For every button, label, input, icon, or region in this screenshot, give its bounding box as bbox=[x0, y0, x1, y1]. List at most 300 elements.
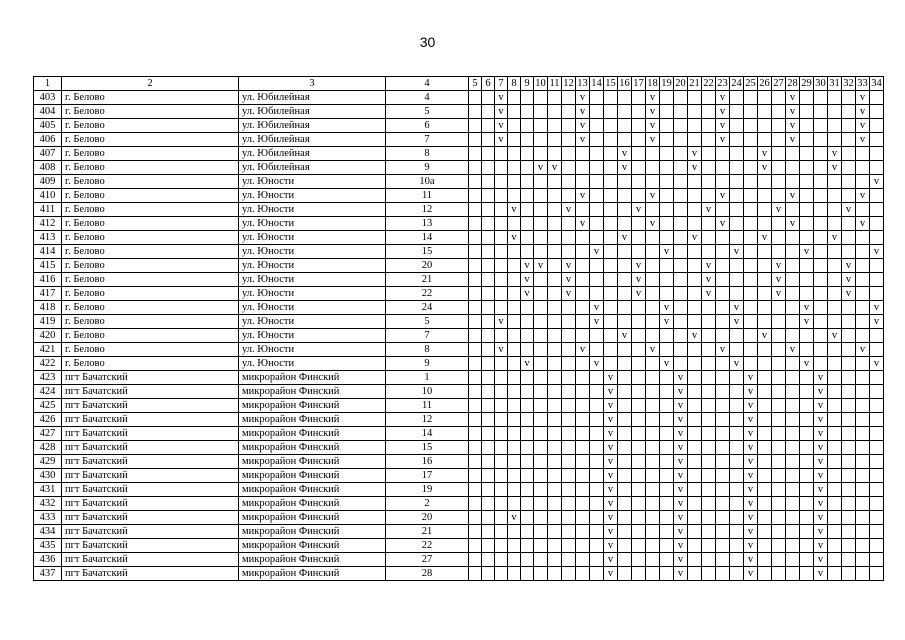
empty-day-cell bbox=[618, 385, 632, 399]
empty-day-cell bbox=[495, 455, 508, 469]
empty-day-cell bbox=[730, 371, 744, 385]
empty-day-cell bbox=[744, 357, 758, 371]
empty-day-cell bbox=[660, 203, 674, 217]
empty-day-cell bbox=[786, 413, 800, 427]
empty-day-cell bbox=[604, 91, 618, 105]
empty-day-cell bbox=[469, 203, 482, 217]
schedule-mark-cell: v bbox=[618, 147, 632, 161]
row-number: 427 bbox=[34, 427, 62, 441]
empty-day-cell bbox=[604, 273, 618, 287]
locality-cell: пгт Бачатский bbox=[62, 511, 239, 525]
empty-day-cell bbox=[730, 175, 744, 189]
empty-day-cell bbox=[660, 133, 674, 147]
empty-day-cell bbox=[521, 91, 534, 105]
empty-day-cell bbox=[618, 189, 632, 203]
column-header-34: 34 bbox=[871, 78, 882, 89]
house-number-cell: 9 bbox=[386, 161, 469, 175]
schedule-mark-cell: v bbox=[716, 217, 730, 231]
empty-day-cell bbox=[772, 301, 786, 315]
empty-day-cell bbox=[534, 91, 548, 105]
empty-day-cell bbox=[870, 161, 884, 175]
empty-day-cell bbox=[646, 273, 660, 287]
schedule-mark-cell: v bbox=[688, 231, 702, 245]
empty-day-cell bbox=[842, 553, 856, 567]
empty-day-cell bbox=[632, 231, 646, 245]
empty-day-cell bbox=[870, 399, 884, 413]
table-row bbox=[34, 231, 884, 245]
street-cell: микрорайон Финский bbox=[239, 469, 386, 483]
empty-day-cell bbox=[469, 315, 482, 329]
schedule-mark-cell: v bbox=[604, 525, 618, 539]
empty-day-cell bbox=[856, 259, 870, 273]
empty-day-cell bbox=[618, 455, 632, 469]
empty-day-cell bbox=[495, 259, 508, 273]
empty-day-cell bbox=[508, 371, 521, 385]
empty-day-cell bbox=[772, 245, 786, 259]
empty-day-cell bbox=[828, 525, 842, 539]
empty-day-cell bbox=[856, 357, 870, 371]
locality-cell: г. Белово bbox=[62, 217, 239, 231]
empty-day-cell bbox=[562, 217, 576, 231]
empty-day-cell bbox=[548, 427, 562, 441]
empty-day-cell bbox=[688, 427, 702, 441]
empty-day-cell bbox=[604, 287, 618, 301]
empty-day-cell bbox=[508, 497, 521, 511]
table-row bbox=[34, 189, 884, 203]
empty-day-cell bbox=[632, 427, 646, 441]
schedule-mark-cell: v bbox=[674, 525, 688, 539]
street-cell: ул. Юности bbox=[239, 231, 386, 245]
empty-day-cell bbox=[660, 273, 674, 287]
empty-day-cell bbox=[562, 483, 576, 497]
empty-day-cell bbox=[660, 455, 674, 469]
locality-cell: пгт Бачатский bbox=[62, 455, 239, 469]
empty-day-cell bbox=[618, 413, 632, 427]
schedule-mark-cell: v bbox=[828, 147, 842, 161]
empty-day-cell bbox=[772, 427, 786, 441]
empty-day-cell bbox=[521, 189, 534, 203]
empty-day-cell bbox=[508, 91, 521, 105]
empty-day-cell bbox=[632, 469, 646, 483]
house-number-cell: 16 bbox=[386, 455, 469, 469]
empty-day-cell bbox=[702, 539, 716, 553]
empty-day-cell bbox=[716, 301, 730, 315]
empty-day-cell bbox=[842, 119, 856, 133]
column-header-2: 2 bbox=[62, 77, 239, 91]
table-row bbox=[34, 301, 884, 315]
empty-day-cell bbox=[521, 567, 534, 581]
table-row bbox=[34, 553, 884, 567]
empty-day-cell bbox=[495, 399, 508, 413]
empty-day-cell bbox=[828, 119, 842, 133]
schedule-mark-cell: v bbox=[758, 231, 772, 245]
column-header-17: 17 bbox=[633, 78, 644, 89]
schedule-mark-cell: v bbox=[674, 567, 688, 581]
empty-day-cell bbox=[534, 511, 548, 525]
schedule-mark-cell: v bbox=[660, 301, 674, 315]
empty-day-cell bbox=[508, 455, 521, 469]
empty-day-cell bbox=[716, 469, 730, 483]
empty-day-cell bbox=[482, 385, 495, 399]
house-number-cell: 21 bbox=[386, 525, 469, 539]
page-number: 30 bbox=[419, 34, 436, 50]
row-number: 409 bbox=[34, 175, 62, 189]
empty-day-cell bbox=[702, 511, 716, 525]
empty-day-cell bbox=[562, 497, 576, 511]
empty-day-cell bbox=[576, 329, 590, 343]
empty-day-cell bbox=[521, 147, 534, 161]
empty-day-cell bbox=[534, 133, 548, 147]
schedule-mark-cell: v bbox=[744, 455, 758, 469]
empty-day-cell bbox=[482, 427, 495, 441]
empty-day-cell bbox=[521, 105, 534, 119]
empty-day-cell bbox=[814, 231, 828, 245]
empty-day-cell bbox=[702, 231, 716, 245]
empty-day-cell bbox=[828, 511, 842, 525]
empty-day-cell bbox=[870, 497, 884, 511]
empty-day-cell bbox=[870, 413, 884, 427]
empty-day-cell bbox=[702, 175, 716, 189]
empty-day-cell bbox=[744, 161, 758, 175]
empty-day-cell bbox=[870, 105, 884, 119]
empty-day-cell bbox=[646, 287, 660, 301]
empty-day-cell bbox=[508, 217, 521, 231]
empty-day-cell bbox=[688, 119, 702, 133]
empty-day-cell bbox=[562, 357, 576, 371]
locality-cell: г. Белово bbox=[62, 133, 239, 147]
schedule-mark-cell: v bbox=[604, 455, 618, 469]
schedule-mark-cell: v bbox=[688, 329, 702, 343]
empty-day-cell bbox=[688, 371, 702, 385]
empty-day-cell bbox=[632, 455, 646, 469]
street-cell: микрорайон Финский bbox=[239, 539, 386, 553]
empty-day-cell bbox=[870, 189, 884, 203]
column-header-21: 21 bbox=[689, 78, 700, 89]
row-number: 407 bbox=[34, 147, 62, 161]
empty-day-cell bbox=[870, 273, 884, 287]
empty-day-cell bbox=[508, 567, 521, 581]
empty-day-cell bbox=[702, 525, 716, 539]
empty-day-cell bbox=[534, 469, 548, 483]
schedule-mark-cell: v bbox=[758, 147, 772, 161]
house-number-cell: 4 bbox=[386, 91, 469, 105]
empty-day-cell bbox=[521, 525, 534, 539]
locality-cell: г. Белово bbox=[62, 119, 239, 133]
empty-day-cell bbox=[842, 469, 856, 483]
empty-day-cell bbox=[800, 343, 814, 357]
empty-day-cell bbox=[534, 329, 548, 343]
empty-day-cell bbox=[800, 273, 814, 287]
empty-day-cell bbox=[688, 539, 702, 553]
empty-day-cell bbox=[548, 371, 562, 385]
empty-day-cell bbox=[548, 315, 562, 329]
empty-day-cell bbox=[576, 567, 590, 581]
empty-day-cell bbox=[482, 357, 495, 371]
empty-day-cell bbox=[758, 119, 772, 133]
schedule-mark-cell: v bbox=[590, 245, 604, 259]
empty-day-cell bbox=[674, 301, 688, 315]
row-number: 420 bbox=[34, 329, 62, 343]
empty-day-cell bbox=[870, 91, 884, 105]
table-row bbox=[34, 147, 884, 161]
empty-day-cell bbox=[870, 385, 884, 399]
locality-cell: г. Белово bbox=[62, 315, 239, 329]
empty-day-cell bbox=[495, 357, 508, 371]
empty-day-cell bbox=[800, 91, 814, 105]
schedule-mark-cell: v bbox=[744, 441, 758, 455]
empty-day-cell bbox=[562, 343, 576, 357]
empty-day-cell bbox=[469, 91, 482, 105]
empty-day-cell bbox=[716, 287, 730, 301]
house-number-cell: 7 bbox=[386, 133, 469, 147]
row-number: 436 bbox=[34, 553, 62, 567]
empty-day-cell bbox=[744, 315, 758, 329]
schedule-mark-cell: v bbox=[576, 217, 590, 231]
empty-day-cell bbox=[814, 259, 828, 273]
empty-day-cell bbox=[562, 441, 576, 455]
empty-day-cell bbox=[469, 469, 482, 483]
empty-day-cell bbox=[576, 427, 590, 441]
empty-day-cell bbox=[534, 301, 548, 315]
empty-day-cell bbox=[548, 217, 562, 231]
empty-day-cell bbox=[482, 343, 495, 357]
empty-day-cell bbox=[758, 301, 772, 315]
empty-day-cell bbox=[786, 441, 800, 455]
empty-day-cell bbox=[702, 469, 716, 483]
schedule-mark-cell: v bbox=[772, 273, 786, 287]
table-row bbox=[34, 511, 884, 525]
empty-day-cell bbox=[842, 567, 856, 581]
schedule-mark-cell: v bbox=[674, 371, 688, 385]
empty-day-cell bbox=[660, 371, 674, 385]
house-number-cell: 22 bbox=[386, 287, 469, 301]
empty-day-cell bbox=[842, 301, 856, 315]
empty-day-cell bbox=[590, 483, 604, 497]
empty-day-cell bbox=[482, 399, 495, 413]
empty-day-cell bbox=[702, 161, 716, 175]
empty-day-cell bbox=[508, 161, 521, 175]
house-number-cell: 22 bbox=[386, 539, 469, 553]
empty-day-cell bbox=[716, 539, 730, 553]
empty-day-cell bbox=[674, 259, 688, 273]
empty-day-cell bbox=[870, 539, 884, 553]
empty-day-cell bbox=[856, 553, 870, 567]
column-header-26: 26 bbox=[759, 78, 770, 89]
empty-day-cell bbox=[814, 343, 828, 357]
table-row bbox=[34, 483, 884, 497]
empty-day-cell bbox=[495, 273, 508, 287]
house-number-cell: 8 bbox=[386, 147, 469, 161]
empty-day-cell bbox=[469, 161, 482, 175]
schedule-mark-cell: v bbox=[870, 175, 884, 189]
street-cell: ул. Юности bbox=[239, 301, 386, 315]
schedule-mark-cell: v bbox=[674, 483, 688, 497]
empty-day-cell bbox=[469, 371, 482, 385]
locality-cell: г. Белово bbox=[62, 147, 239, 161]
empty-day-cell bbox=[521, 539, 534, 553]
empty-day-cell bbox=[856, 371, 870, 385]
empty-day-cell bbox=[534, 399, 548, 413]
empty-day-cell bbox=[688, 441, 702, 455]
empty-day-cell bbox=[730, 273, 744, 287]
schedule-mark-cell: v bbox=[772, 287, 786, 301]
locality-cell: пгт Бачатский bbox=[62, 497, 239, 511]
empty-day-cell bbox=[758, 105, 772, 119]
house-number-cell: 27 bbox=[386, 553, 469, 567]
empty-day-cell bbox=[576, 553, 590, 567]
locality-cell: пгт Бачатский bbox=[62, 385, 239, 399]
empty-day-cell bbox=[534, 175, 548, 189]
empty-day-cell bbox=[870, 119, 884, 133]
empty-day-cell bbox=[590, 427, 604, 441]
empty-day-cell bbox=[716, 441, 730, 455]
house-number-cell: 17 bbox=[386, 469, 469, 483]
empty-day-cell bbox=[534, 231, 548, 245]
empty-day-cell bbox=[786, 161, 800, 175]
table-row bbox=[34, 273, 884, 287]
empty-day-cell bbox=[562, 301, 576, 315]
schedule-mark-cell: v bbox=[716, 105, 730, 119]
empty-day-cell bbox=[646, 427, 660, 441]
row-number: 435 bbox=[34, 539, 62, 553]
empty-day-cell bbox=[786, 329, 800, 343]
empty-day-cell bbox=[660, 567, 674, 581]
table-row bbox=[34, 413, 884, 427]
column-header-20: 20 bbox=[675, 78, 686, 89]
empty-day-cell bbox=[469, 133, 482, 147]
empty-day-cell bbox=[618, 259, 632, 273]
empty-day-cell bbox=[521, 175, 534, 189]
empty-day-cell bbox=[842, 343, 856, 357]
empty-day-cell bbox=[786, 231, 800, 245]
empty-day-cell bbox=[482, 469, 495, 483]
schedule-table bbox=[33, 76, 884, 581]
schedule-mark-cell: v bbox=[674, 511, 688, 525]
column-header-19: 19 bbox=[661, 78, 672, 89]
empty-day-cell bbox=[814, 91, 828, 105]
empty-day-cell bbox=[521, 231, 534, 245]
schedule-mark-cell: v bbox=[495, 343, 508, 357]
empty-day-cell bbox=[576, 315, 590, 329]
column-header-28: 28 bbox=[787, 78, 798, 89]
empty-day-cell bbox=[576, 287, 590, 301]
empty-day-cell bbox=[495, 161, 508, 175]
street-cell: ул. Юности bbox=[239, 217, 386, 231]
schedule-mark-cell: v bbox=[702, 287, 716, 301]
schedule-mark-cell: v bbox=[674, 455, 688, 469]
empty-day-cell bbox=[495, 539, 508, 553]
locality-cell: пгт Бачатский bbox=[62, 567, 239, 581]
empty-day-cell bbox=[856, 147, 870, 161]
column-header-33: 33 bbox=[857, 78, 868, 89]
empty-day-cell bbox=[730, 189, 744, 203]
empty-day-cell bbox=[744, 329, 758, 343]
row-number: 418 bbox=[34, 301, 62, 315]
empty-day-cell bbox=[814, 329, 828, 343]
empty-day-cell bbox=[590, 329, 604, 343]
empty-day-cell bbox=[604, 147, 618, 161]
empty-day-cell bbox=[469, 245, 482, 259]
empty-day-cell bbox=[772, 567, 786, 581]
empty-day-cell bbox=[702, 553, 716, 567]
empty-day-cell bbox=[772, 553, 786, 567]
empty-day-cell bbox=[786, 497, 800, 511]
empty-day-cell bbox=[674, 203, 688, 217]
empty-day-cell bbox=[562, 133, 576, 147]
empty-day-cell bbox=[814, 301, 828, 315]
row-number: 417 bbox=[34, 287, 62, 301]
empty-day-cell bbox=[576, 413, 590, 427]
empty-day-cell bbox=[772, 147, 786, 161]
empty-day-cell bbox=[758, 203, 772, 217]
empty-day-cell bbox=[786, 483, 800, 497]
empty-day-cell bbox=[800, 231, 814, 245]
empty-day-cell bbox=[660, 175, 674, 189]
empty-day-cell bbox=[828, 497, 842, 511]
empty-day-cell bbox=[534, 245, 548, 259]
empty-day-cell bbox=[660, 385, 674, 399]
empty-day-cell bbox=[632, 147, 646, 161]
empty-day-cell bbox=[508, 469, 521, 483]
empty-day-cell bbox=[786, 399, 800, 413]
empty-day-cell bbox=[632, 119, 646, 133]
table-row bbox=[34, 399, 884, 413]
schedule-mark-cell: v bbox=[508, 511, 521, 525]
empty-day-cell bbox=[786, 203, 800, 217]
schedule-mark-cell: v bbox=[632, 259, 646, 273]
empty-day-cell bbox=[521, 427, 534, 441]
schedule-mark-cell: v bbox=[814, 511, 828, 525]
empty-day-cell bbox=[786, 455, 800, 469]
schedule-mark-cell: v bbox=[842, 203, 856, 217]
empty-day-cell bbox=[508, 413, 521, 427]
empty-day-cell bbox=[576, 441, 590, 455]
empty-day-cell bbox=[758, 245, 772, 259]
table-row bbox=[34, 245, 884, 259]
empty-day-cell bbox=[495, 525, 508, 539]
schedule-mark-cell: v bbox=[604, 497, 618, 511]
empty-day-cell bbox=[674, 189, 688, 203]
empty-day-cell bbox=[828, 287, 842, 301]
empty-day-cell bbox=[482, 483, 495, 497]
empty-day-cell bbox=[716, 525, 730, 539]
empty-day-cell bbox=[772, 357, 786, 371]
schedule-mark-cell: v bbox=[590, 301, 604, 315]
schedule-mark-cell: v bbox=[576, 119, 590, 133]
empty-day-cell bbox=[814, 245, 828, 259]
empty-day-cell bbox=[814, 203, 828, 217]
empty-day-cell bbox=[576, 175, 590, 189]
empty-day-cell bbox=[576, 469, 590, 483]
empty-day-cell bbox=[590, 133, 604, 147]
empty-day-cell bbox=[548, 105, 562, 119]
empty-day-cell bbox=[576, 357, 590, 371]
empty-day-cell bbox=[632, 539, 646, 553]
empty-day-cell bbox=[618, 217, 632, 231]
empty-day-cell bbox=[856, 203, 870, 217]
locality-cell: г. Белово bbox=[62, 259, 239, 273]
locality-cell: пгт Бачатский bbox=[62, 469, 239, 483]
empty-day-cell bbox=[548, 497, 562, 511]
empty-day-cell bbox=[730, 539, 744, 553]
empty-day-cell bbox=[660, 539, 674, 553]
schedule-mark-cell: v bbox=[576, 189, 590, 203]
empty-day-cell bbox=[482, 371, 495, 385]
empty-day-cell bbox=[688, 455, 702, 469]
table-row bbox=[34, 357, 884, 371]
empty-day-cell bbox=[482, 301, 495, 315]
schedule-mark-cell: v bbox=[508, 231, 521, 245]
